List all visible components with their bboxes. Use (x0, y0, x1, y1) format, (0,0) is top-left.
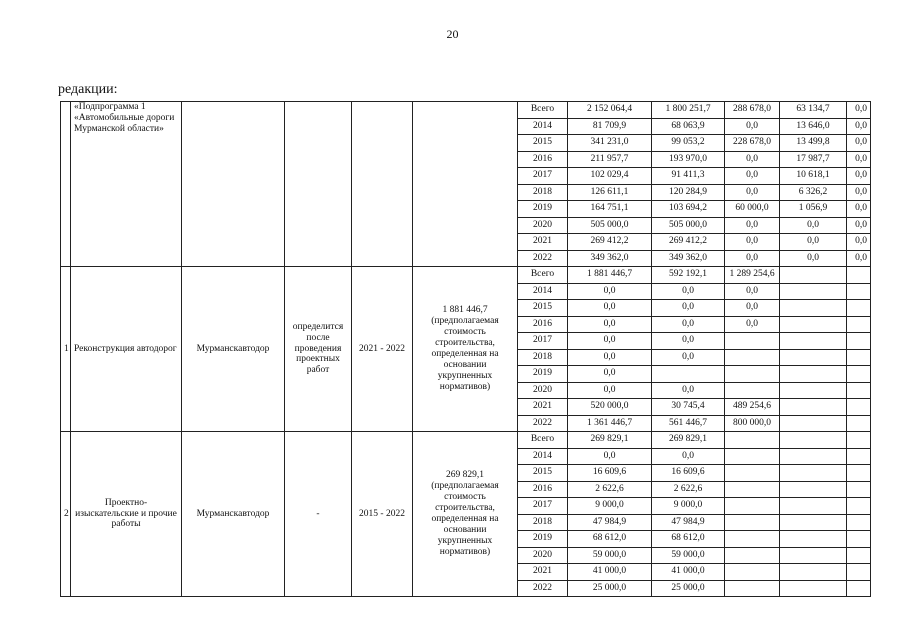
amount-cell (780, 283, 847, 300)
executor-cell (182, 102, 285, 267)
year-cell: 2022 (518, 415, 568, 432)
amount-cell: 269 412,2 (652, 234, 725, 251)
amount-cell: 0,0 (847, 250, 871, 267)
year-cell: 2014 (518, 118, 568, 135)
amount-cell: 0,0 (725, 283, 780, 300)
year-cell: 2015 (518, 465, 568, 482)
amount-cell: 0,0 (568, 333, 652, 350)
num-cell (61, 102, 71, 267)
year-cell: 2018 (518, 184, 568, 201)
amount-cell (780, 432, 847, 449)
amount-cell (725, 333, 780, 350)
amount-cell: 30 745,4 (652, 399, 725, 416)
amount-cell: 103 694,2 (652, 201, 725, 218)
amount-cell (847, 333, 871, 350)
amount-cell (847, 349, 871, 366)
year-cell: 2017 (518, 168, 568, 185)
amount-cell: 505 000,0 (568, 217, 652, 234)
amount-cell: 0,0 (568, 316, 652, 333)
amount-cell (725, 498, 780, 515)
year-cell: 2014 (518, 283, 568, 300)
amount-cell: 164 751,1 (568, 201, 652, 218)
amount-cell (725, 564, 780, 581)
year-cell: 2015 (518, 300, 568, 317)
amount-cell: 0,0 (780, 217, 847, 234)
amount-cell: 0,0 (780, 250, 847, 267)
cost-cell (413, 102, 518, 267)
amount-cell (780, 481, 847, 498)
amount-cell: 288 678,0 (725, 102, 780, 119)
cost-text: 269 829,1 (предполагаемая стоимость строительства, определенная на основании укрупненных нормативов) (413, 432, 518, 597)
amount-cell: 0,0 (725, 250, 780, 267)
amount-cell: 68 063,9 (652, 118, 725, 135)
amount-cell: 16 609,6 (652, 465, 725, 482)
amount-cell: 0,0 (652, 382, 725, 399)
amount-cell (847, 547, 871, 564)
amount-cell: 63 134,7 (780, 102, 847, 119)
amount-cell (847, 432, 871, 449)
amount-cell: 800 000,0 (725, 415, 780, 432)
year-cell: 2019 (518, 366, 568, 383)
amount-cell: 0,0 (652, 448, 725, 465)
row-number: 2 (61, 432, 71, 597)
amount-cell: 6 326,2 (780, 184, 847, 201)
amount-cell: 2 152 064,4 (568, 102, 652, 119)
term-text: определится после проведения проектных работ (285, 267, 352, 432)
year-cell: 2020 (518, 547, 568, 564)
amount-cell: 0,0 (725, 184, 780, 201)
amount-cell: 269 829,1 (568, 432, 652, 449)
amount-cell: 41 000,0 (652, 564, 725, 581)
amount-cell: 81 709,9 (568, 118, 652, 135)
amount-cell (780, 382, 847, 399)
amount-cell (847, 448, 871, 465)
amount-cell: 0,0 (780, 234, 847, 251)
year-cell: 2019 (518, 531, 568, 548)
amount-cell: 0,0 (847, 168, 871, 185)
amount-cell (652, 366, 725, 383)
amount-cell: 489 254,6 (725, 399, 780, 416)
executor-name: Мурманскавтодор (182, 267, 285, 432)
year-cell: 2016 (518, 316, 568, 333)
amount-cell (847, 283, 871, 300)
term-text: - (285, 432, 352, 597)
amount-cell (780, 267, 847, 284)
amount-cell: 592 192,1 (652, 267, 725, 284)
amount-cell (847, 481, 871, 498)
amount-cell: 0,0 (725, 300, 780, 317)
amount-cell: 68 612,0 (568, 531, 652, 548)
amount-cell: 99 053,2 (652, 135, 725, 152)
year-cell: Всего (518, 267, 568, 284)
amount-cell: 41 000,0 (568, 564, 652, 581)
amount-cell: 9 000,0 (568, 498, 652, 515)
amount-cell (847, 382, 871, 399)
amount-cell (725, 448, 780, 465)
period-text: 2021 - 2022 (352, 267, 413, 432)
amount-cell: 0,0 (847, 184, 871, 201)
amount-cell (780, 333, 847, 350)
amount-cell: 0,0 (568, 448, 652, 465)
year-cell: 2018 (518, 514, 568, 531)
amount-cell: 1 289 254,6 (725, 267, 780, 284)
amount-cell: 1 800 251,7 (652, 102, 725, 119)
amount-cell: 0,0 (568, 300, 652, 317)
amount-cell (725, 481, 780, 498)
year-cell: 2019 (518, 201, 568, 218)
amount-cell (780, 547, 847, 564)
amount-cell (725, 547, 780, 564)
year-cell: 2021 (518, 399, 568, 416)
amount-cell (725, 349, 780, 366)
year-cell: Всего (518, 432, 568, 449)
amount-cell: 1 881 446,7 (568, 267, 652, 284)
year-cell: 2016 (518, 151, 568, 168)
amount-cell: 25 000,0 (568, 580, 652, 597)
amount-cell: 1 056,9 (780, 201, 847, 218)
amount-cell: 0,0 (652, 333, 725, 350)
amount-cell (725, 382, 780, 399)
table-row (61, 267, 871, 284)
amount-cell (780, 366, 847, 383)
row-number: 1 (61, 267, 71, 432)
amount-cell: 47 984,9 (652, 514, 725, 531)
amount-cell (847, 564, 871, 581)
amount-cell: 13 646,0 (780, 118, 847, 135)
amount-cell: 0,0 (652, 300, 725, 317)
year-cell: 2020 (518, 382, 568, 399)
amount-cell: 0,0 (847, 118, 871, 135)
period-text: 2015 - 2022 (352, 432, 413, 597)
amount-cell (780, 415, 847, 432)
amount-cell (847, 531, 871, 548)
amount-cell: 193 970,0 (652, 151, 725, 168)
amount-cell: 25 000,0 (652, 580, 725, 597)
amount-cell: 211 957,7 (568, 151, 652, 168)
year-cell: 2017 (518, 498, 568, 515)
amount-cell (780, 580, 847, 597)
amount-cell (780, 316, 847, 333)
amount-cell: 60 000,0 (725, 201, 780, 218)
year-cell: 2017 (518, 333, 568, 350)
term-cell (285, 102, 352, 267)
amount-cell: 0,0 (725, 316, 780, 333)
executor-name: Мурманскавтодор (182, 432, 285, 597)
amount-cell: 561 446,7 (652, 415, 725, 432)
amount-cell (847, 498, 871, 515)
amount-cell (780, 448, 847, 465)
amount-cell: 0,0 (568, 366, 652, 383)
amount-cell (780, 514, 847, 531)
year-cell: 2020 (518, 217, 568, 234)
amount-cell: 17 987,7 (780, 151, 847, 168)
program-table (60, 101, 871, 597)
amount-cell (847, 366, 871, 383)
cost-text: 1 881 446,7 (предполагаемая стоимость строительства, определенная на основании укрупненных нормативов) (413, 267, 518, 432)
item-name: Реконструкция автодорог (71, 267, 182, 432)
amount-cell: 0,0 (725, 168, 780, 185)
amount-cell: 9 000,0 (652, 498, 725, 515)
amount-cell (847, 514, 871, 531)
amount-cell (725, 465, 780, 482)
amount-cell: 126 611,1 (568, 184, 652, 201)
amount-cell: 0,0 (568, 382, 652, 399)
amount-cell (847, 267, 871, 284)
year-cell: 2018 (518, 349, 568, 366)
amount-cell: 10 618,1 (780, 168, 847, 185)
amount-cell (847, 399, 871, 416)
amount-cell: 13 499,8 (780, 135, 847, 152)
amount-cell: 349 362,0 (568, 250, 652, 267)
amount-cell (725, 531, 780, 548)
amount-cell: 0,0 (652, 316, 725, 333)
amount-cell: 0,0 (725, 151, 780, 168)
amount-cell (847, 415, 871, 432)
amount-cell: 0,0 (847, 102, 871, 119)
amount-cell: 0,0 (725, 118, 780, 135)
amount-cell: 505 000,0 (652, 217, 725, 234)
year-cell: 2014 (518, 448, 568, 465)
year-cell: 2022 (518, 250, 568, 267)
amount-cell: 0,0 (847, 151, 871, 168)
amount-cell: 0,0 (568, 349, 652, 366)
amount-cell (780, 564, 847, 581)
amount-cell: 0,0 (568, 283, 652, 300)
amount-cell: 520 000,0 (568, 399, 652, 416)
amount-cell (780, 531, 847, 548)
amount-cell: 47 984,9 (568, 514, 652, 531)
amount-cell: 1 361 446,7 (568, 415, 652, 432)
year-cell: Всего (518, 102, 568, 119)
year-cell: 2022 (518, 580, 568, 597)
amount-cell: 269 829,1 (652, 432, 725, 449)
amount-cell: 269 412,2 (568, 234, 652, 251)
amount-cell: 2 622,6 (568, 481, 652, 498)
amount-cell: 0,0 (725, 234, 780, 251)
amount-cell (725, 366, 780, 383)
year-cell: 2021 (518, 564, 568, 581)
page-number: 20 (446, 27, 459, 41)
amount-cell (780, 349, 847, 366)
amount-cell: 0,0 (847, 234, 871, 251)
amount-cell (780, 498, 847, 515)
amount-cell: 0,0 (847, 135, 871, 152)
section-heading: редакции: (58, 82, 118, 97)
amount-cell: 59 000,0 (568, 547, 652, 564)
amount-cell (847, 580, 871, 597)
amount-cell: 68 612,0 (652, 531, 725, 548)
table-row (61, 432, 871, 449)
amount-cell (725, 580, 780, 597)
amount-cell (847, 316, 871, 333)
amount-cell: 59 000,0 (652, 547, 725, 564)
subprogram-title: «Подпрограмма 1 «Автомобильные дороги Мурманской области» (71, 102, 182, 267)
amount-cell (725, 514, 780, 531)
amount-cell: 228 678,0 (725, 135, 780, 152)
table-row (61, 102, 871, 119)
amount-cell (725, 432, 780, 449)
amount-cell (847, 300, 871, 317)
amount-cell: 16 609,6 (568, 465, 652, 482)
amount-cell (780, 465, 847, 482)
amount-cell: 0,0 (847, 201, 871, 218)
amount-cell: 0,0 (725, 217, 780, 234)
item-name: Проектно-изыскательские и прочие работы (71, 432, 182, 597)
amount-cell (780, 399, 847, 416)
amount-cell: 2 622,6 (652, 481, 725, 498)
amount-cell (780, 300, 847, 317)
amount-cell: 91 411,3 (652, 168, 725, 185)
amount-cell (847, 465, 871, 482)
amount-cell: 341 231,0 (568, 135, 652, 152)
year-cell: 2021 (518, 234, 568, 251)
year-cell: 2015 (518, 135, 568, 152)
amount-cell: 102 029,4 (568, 168, 652, 185)
amount-cell: 0,0 (652, 349, 725, 366)
amount-cell: 349 362,0 (652, 250, 725, 267)
year-cell: 2016 (518, 481, 568, 498)
amount-cell: 0,0 (652, 283, 725, 300)
amount-cell: 0,0 (847, 217, 871, 234)
period-cell (352, 102, 413, 267)
amount-cell: 120 284,9 (652, 184, 725, 201)
